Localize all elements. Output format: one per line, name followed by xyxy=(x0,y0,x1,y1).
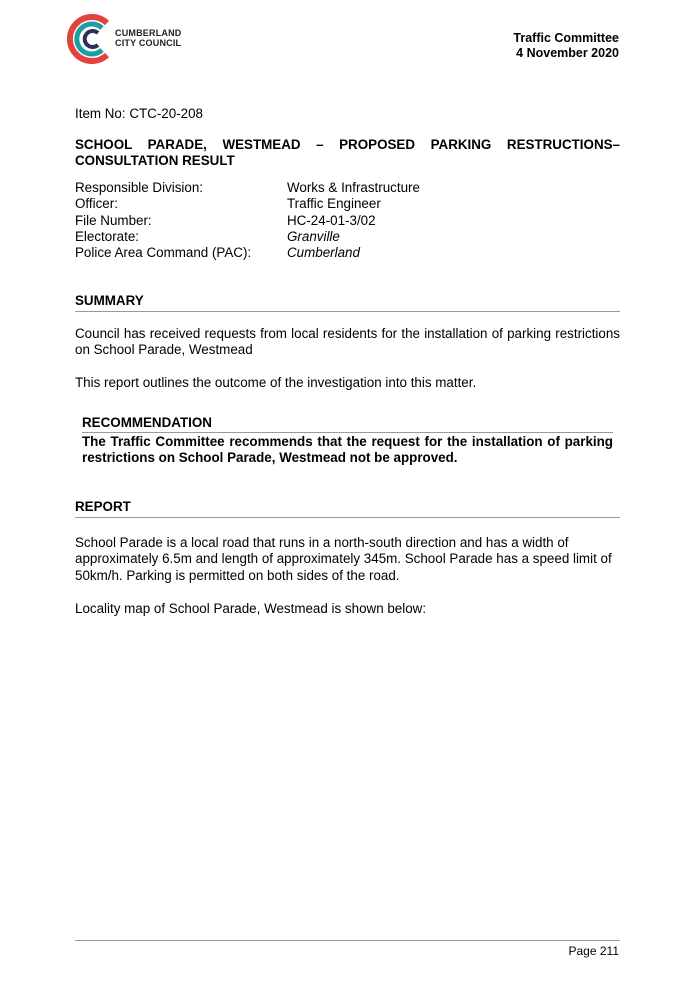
logo-line-2: CITY COUNCIL xyxy=(115,38,182,48)
logo-line-1: CUMBERLAND xyxy=(115,28,182,38)
meta-value: Granville xyxy=(287,228,340,244)
cumberland-logo-icon xyxy=(67,13,113,65)
committee-name: Traffic Committee xyxy=(513,31,619,45)
recommendation-box xyxy=(82,415,613,467)
meta-value: HC-24-01-3/02 xyxy=(287,212,376,228)
meeting-header xyxy=(513,31,619,61)
logo-text xyxy=(115,28,182,48)
meta-label: Officer: xyxy=(75,196,118,212)
meta-label: Electorate: xyxy=(75,228,140,244)
meta-value: Cumberland xyxy=(287,245,360,261)
meta-value: Traffic Engineer xyxy=(287,196,381,212)
meta-label: Responsible Division: xyxy=(75,180,204,195)
footer-divider xyxy=(75,940,620,941)
meta-label: File Number: xyxy=(75,212,152,228)
summary-paragraph-2: This report outlines the outcome of the investigation into this matter. xyxy=(75,375,477,390)
meta-row xyxy=(75,213,420,229)
recommendation-text: The Traffic Committee recommends that the request for the installation of parking restrictions on School Parade, Westmead not be approved. xyxy=(82,434,613,466)
meta-value: Works & Infrastructure xyxy=(287,180,420,195)
report-paragraph-2: Locality map of School Parade, Westmead is shown below: xyxy=(75,601,427,616)
report-paragraph-1: School Parade is a local road that runs in a north-south direction and has a width of approximately 6.5m and length of approximately 345m. School Parade has a speed limit of 50km/h. Parking is permitted on both sides of the road. xyxy=(75,535,612,583)
meta-row xyxy=(75,196,420,212)
report-heading: REPORT xyxy=(75,499,620,518)
page-number: Page 211 xyxy=(568,944,619,958)
report-title: SCHOOL PARADE, WESTMEAD – PROPOSED PARKING RESTRUCTIONS– CONSULTATION RESULT xyxy=(75,137,620,168)
council-logo xyxy=(67,13,197,65)
item-number: Item No: CTC-20-208 xyxy=(75,106,203,121)
summary-heading: SUMMARY xyxy=(75,293,620,312)
meta-row xyxy=(75,245,420,261)
meeting-date: 4 November 2020 xyxy=(516,46,619,60)
meta-row xyxy=(75,229,420,245)
meta-label: Police Area Command (PAC): xyxy=(75,245,252,261)
report-metadata xyxy=(75,180,420,261)
meta-row xyxy=(75,180,420,196)
summary-paragraph-1: Council has received requests from local residents for the installation of parking restrictions on School Parade, Westmead xyxy=(75,326,620,358)
recommendation-heading: RECOMMENDATION xyxy=(82,415,613,433)
